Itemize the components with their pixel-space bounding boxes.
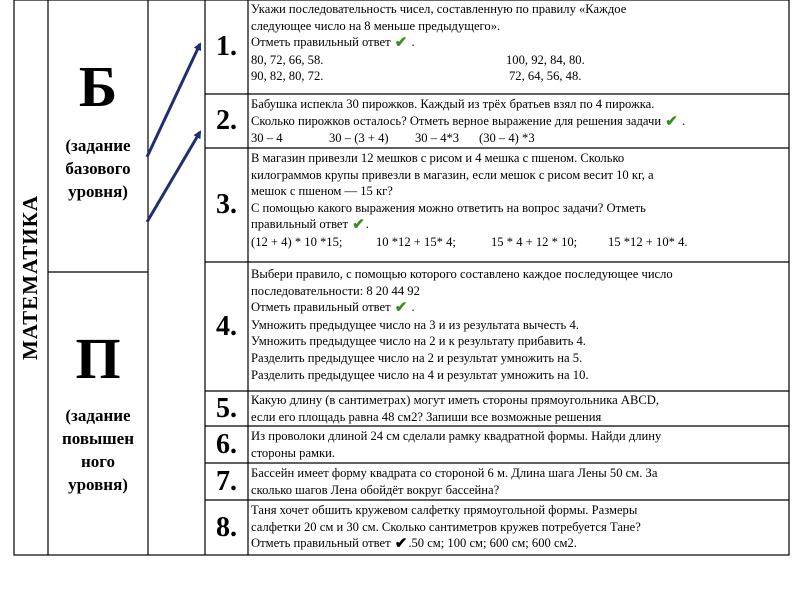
task-7-text [251, 465, 789, 498]
task-number: 5. [216, 392, 237, 424]
answer-option[interactable]: 15 * 4 + 12 * 10; [491, 234, 578, 249]
task-line-text: Отметь правильный ответ [251, 536, 391, 551]
task-number: 6. [216, 428, 237, 460]
level-basic-note-line: базового [65, 159, 131, 178]
task-line: салфетки 20 см и 30 см. Сколько сантиметров кружев потребуется Тане? [251, 519, 641, 534]
answer-option[interactable]: 80, 72, 66, 58. [251, 52, 324, 67]
answer-option[interactable]: 100, 92, 84, 80. [506, 52, 585, 67]
task-line [251, 535, 789, 553]
answer-option[interactable]: Умножить предыдущее число на 3 и из результата вычесть 4. [251, 317, 579, 332]
task-line: килограммов крупы привезли в магазин, если мешок с рисом весит 10 кг, а [251, 167, 654, 182]
answer-option[interactable]: 72, 64, 56, 48. [509, 69, 582, 84]
task-5-text [251, 392, 789, 425]
task-options-row [251, 68, 789, 85]
level-basic-note-line: уровня) [68, 182, 128, 201]
level-basic-note-line: (задание [65, 136, 131, 155]
task-line: С помощью какого выражения можно ответить на вопрос задачи? Отметь [251, 200, 646, 215]
task-line: Укажи последовательность чисел, составленную по правилу «Каждое [251, 2, 627, 16]
answer-option[interactable]: 10 *12 + 15* 4; [376, 234, 456, 249]
answer-option[interactable]: (30 – 4) *3 [479, 131, 535, 146]
task-line: Отметь правильный ответ ✔ . [251, 300, 415, 317]
task-line-text: Сколько пирожков осталось? Отметь верное выражение для решения задачи [251, 113, 662, 128]
task-line: Бабушка испекла 30 пирожков. Каждый из трёх братьев взял по 4 пирожка. [251, 97, 655, 111]
task-number: 3. [216, 189, 237, 220]
answer-option[interactable]: 30 – 4 [251, 131, 283, 146]
task-number: 7. [216, 465, 237, 497]
answer-option[interactable]: 15 *12 + 10* 4. [608, 234, 688, 249]
level-basic [48, 56, 148, 203]
check-mark-icon: ✔ [394, 300, 408, 317]
level-advanced-note-line: (задание [65, 406, 131, 425]
task-number: 4. [216, 310, 237, 342]
answer-option[interactable]: Умножить предыдущее число на 2 и к результату прибавить 4. [251, 334, 586, 349]
check-mark-icon: ✔ [394, 536, 408, 553]
task-line-text: Отметь правильный ответ [251, 300, 391, 315]
answer-option[interactable]: .50 см; 100 см; 600 см; 600 см2. [408, 536, 577, 551]
task-options-row [251, 130, 789, 147]
task-line: Какую длину (в сантиметрах) могут иметь стороны прямоугольника ABCD, [251, 393, 660, 407]
task-1-text [251, 1, 789, 85]
task-line: Отметь правильный ответ ✔ . [251, 35, 415, 52]
task-number: 2. [216, 105, 237, 136]
task-line: мешок с пшеном — 15 кг? [251, 184, 393, 199]
task-line: В магазин привезли 12 мешков с рисом и 4 мешка с пшеном. Сколько [251, 151, 625, 165]
task-3-text [251, 150, 789, 251]
level-advanced [48, 328, 148, 496]
subject-label: МАТЕМАТИКА [18, 194, 43, 361]
task-line-text: правильный ответ [251, 217, 349, 232]
answer-option[interactable]: (12 + 4) * 10 *15; [251, 234, 343, 249]
level-advanced-letter: П [75, 326, 121, 391]
level-basic-note [48, 134, 148, 203]
task-line: Сколько пирожков осталось? Отметь верное выражение для решения задачи ✔ . [251, 113, 686, 130]
task-2-text [251, 96, 789, 147]
task-line: Бассейн имеет форму квадрата со стороной 6 м. Длина шага Лены 50 см. За [251, 466, 658, 480]
task-4-text [251, 266, 789, 383]
task-number: 1. [216, 31, 237, 62]
task-line: Из проволоки длиной 24 см сделали рамку квадратной формы. Найди длину [251, 429, 662, 443]
answer-option[interactable]: Разделить предыдущее число на 4 и результат умножить на 10. [251, 367, 589, 382]
task-line: следующее число на 8 меньше предыдущего». [251, 18, 501, 33]
answer-option[interactable]: 30 – (3 + 4) [329, 131, 389, 146]
level-advanced-note-line: ного [80, 452, 116, 471]
subject-column [14, 0, 48, 555]
task-line: последовательности: 8 20 44 92 [251, 283, 420, 298]
level-advanced-note [48, 404, 148, 496]
answer-option[interactable]: Разделить предыдущее число на 2 и результат умножить на 5. [251, 350, 583, 365]
task-8-text [251, 502, 789, 553]
level-basic-letter: Б [78, 54, 118, 119]
task-options-row [251, 234, 789, 251]
level-advanced-note-line: повышен [61, 429, 135, 448]
check-mark-icon: ✔ [665, 113, 678, 130]
task-line: Выбери правило, с помощью которого составлено каждое последующее число [251, 267, 673, 281]
task-line: правильный ответ ✔. [251, 217, 369, 234]
task-number: 8. [216, 511, 237, 543]
task-options-row [251, 52, 789, 69]
answer-option[interactable]: 30 – 4*3 [415, 131, 460, 146]
check-mark-icon: ✔ [352, 217, 365, 234]
level-advanced-note-line: уровня) [68, 475, 128, 494]
task-line: стороны рамки. [251, 445, 336, 460]
check-mark-icon: ✔ [394, 35, 408, 52]
task-line: Таня хочет обшить кружевом салфетку прямоугольной формы. Размеры [251, 503, 638, 517]
task-line-text: Отметь правильный ответ [251, 35, 391, 50]
task-6-text [251, 428, 789, 461]
answer-option[interactable]: 90, 82, 80, 72. [251, 69, 324, 84]
task-line: сколько шагов Лена обойдёт вокруг бассейна? [251, 482, 500, 497]
task-line: если его площадь равна 48 см2? Запиши все возможные решения [251, 409, 602, 424]
